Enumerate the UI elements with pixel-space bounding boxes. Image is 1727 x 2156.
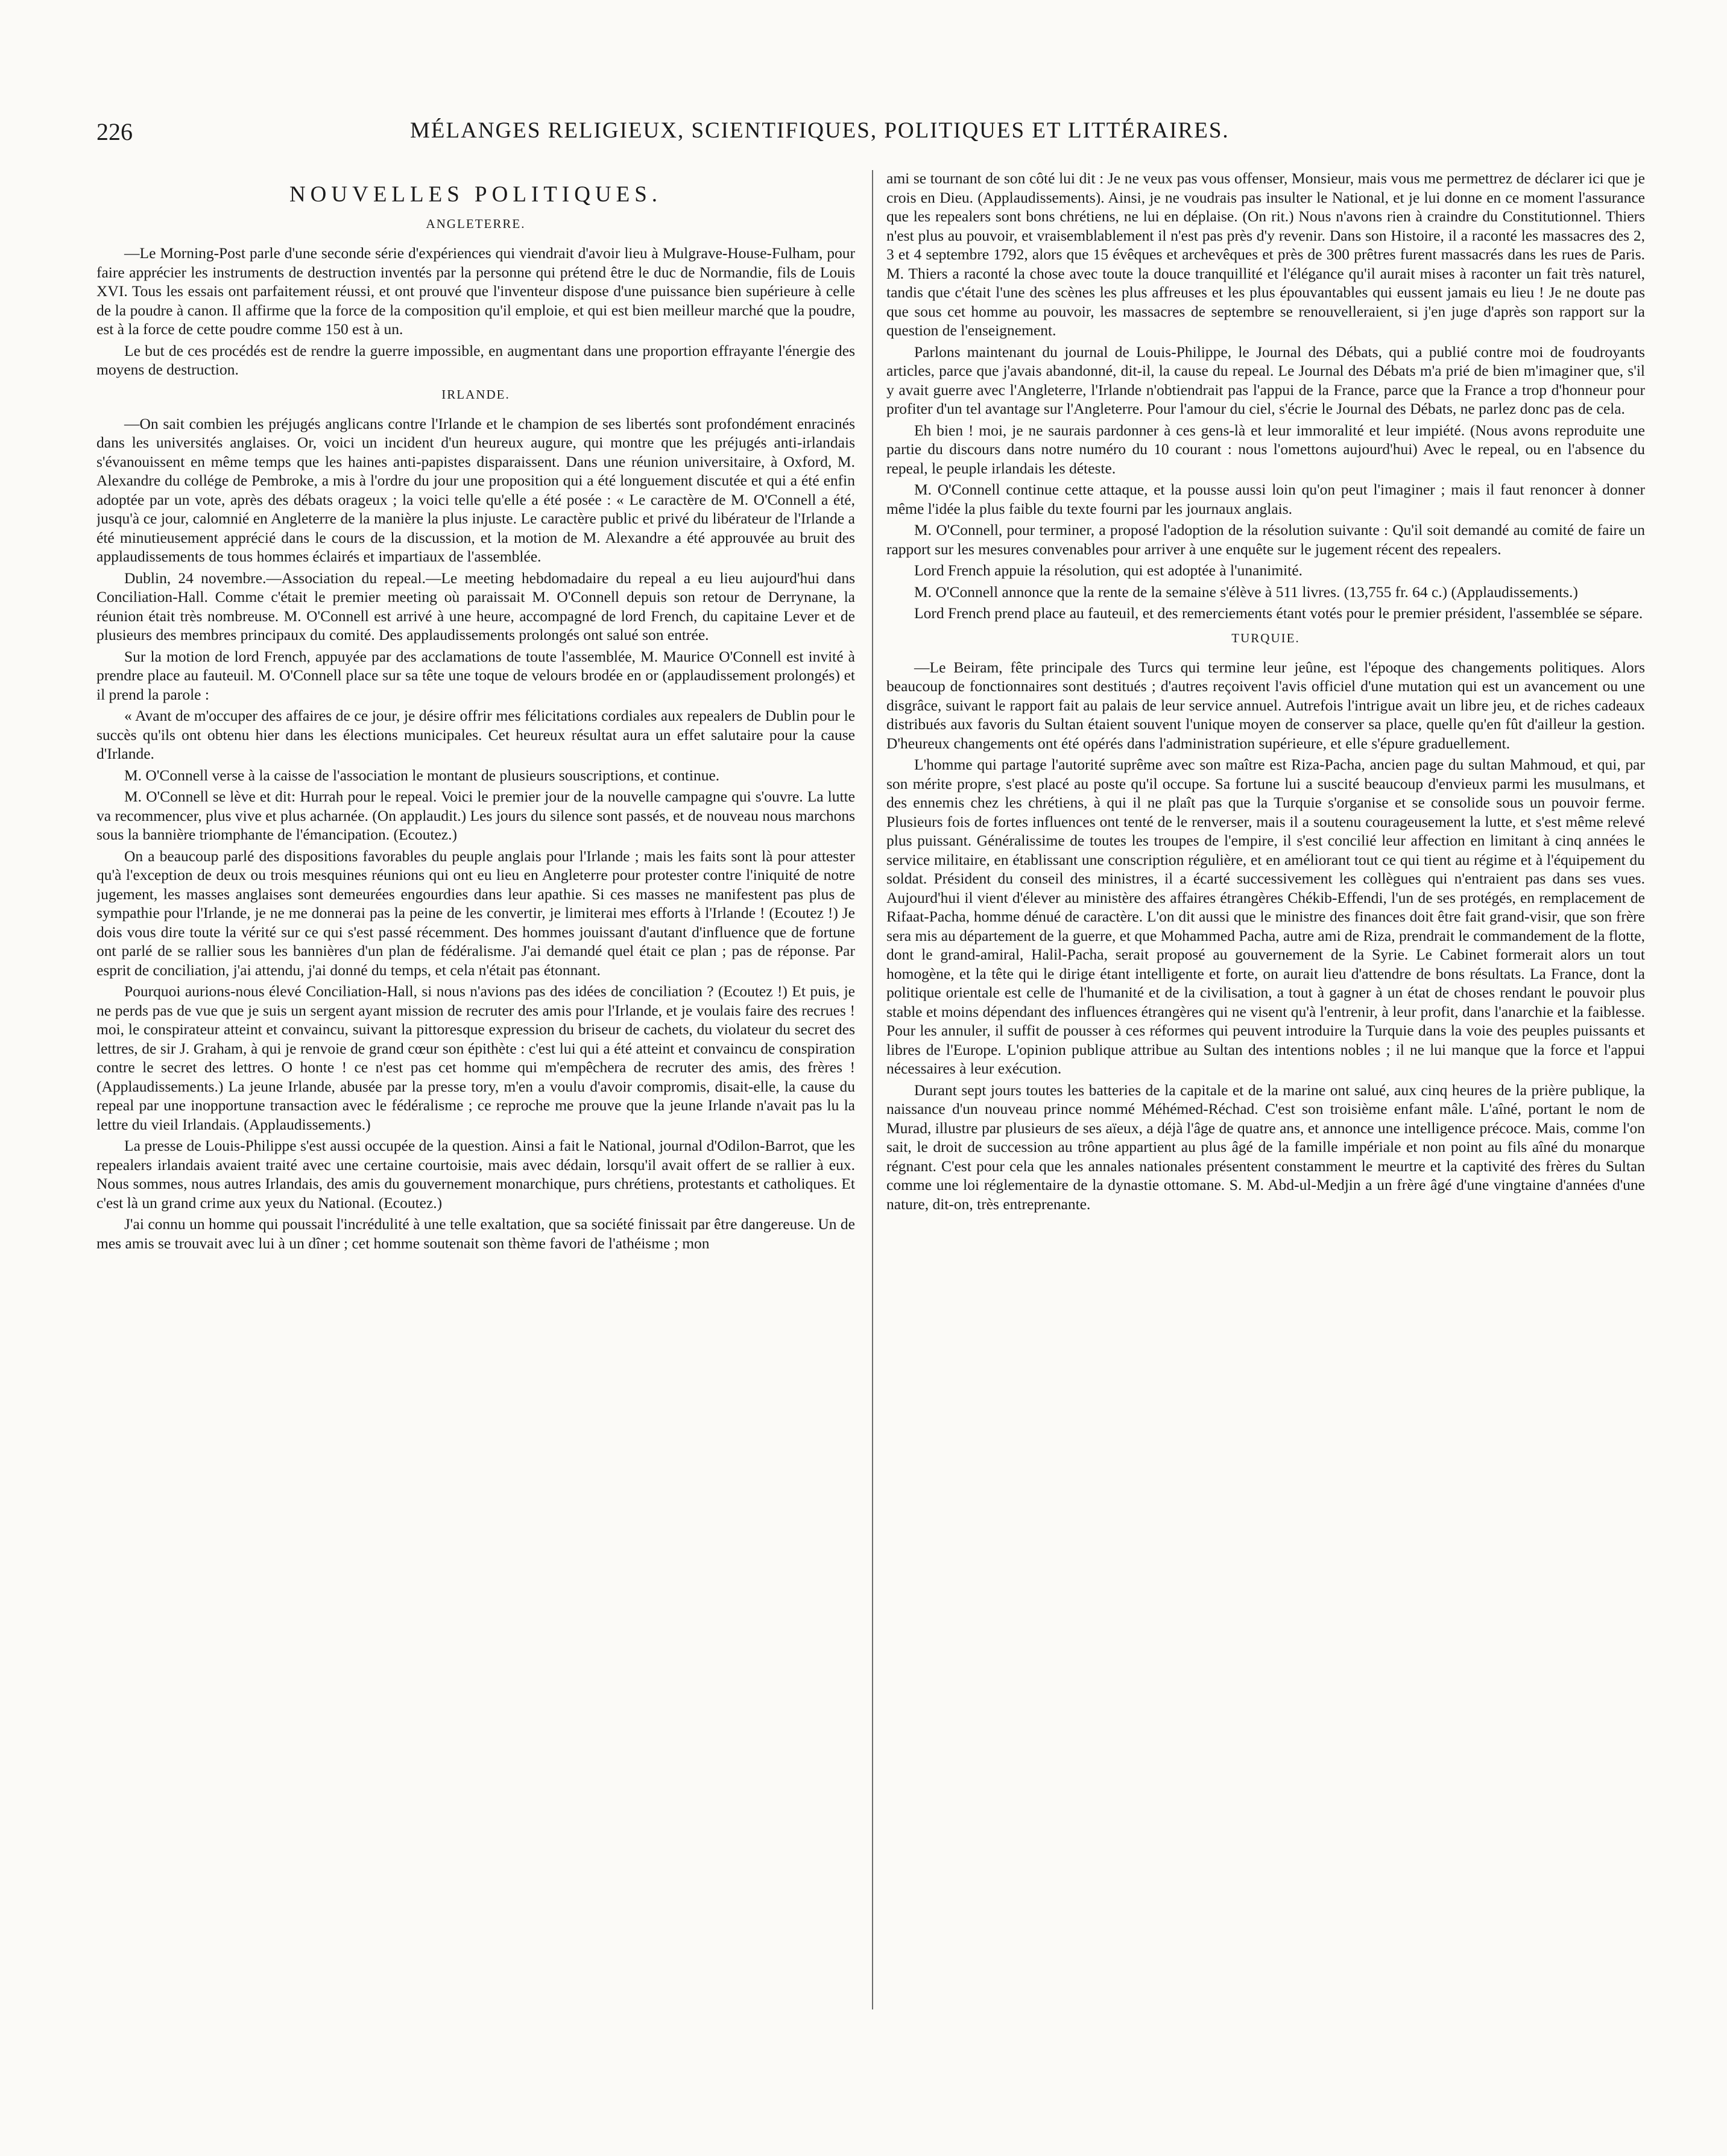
paragraph: Parlons maintenant du journal de Louis-Philippe, le Journal des Débats, qui a publié contre moi de foudroyants articles, parce que j'avais abandonné, dit-il, la cause du repeal. Le Journal des Débats m'a prié de bien m'imaginer que, s'il y avait guerre avec l'Angleterre, l'Irlande n'obtiendrait pas l'appui de la France, parce que la France a trop d'honneur pour profiter d'un tel avantage sur l'Angleterre. Pour l'amour du ciel, s'écrie le Journal des Débats, ne parlez donc pas de cela. — [886, 343, 1645, 417]
paragraph: Lord French appuie la résolution, qui est adoptée à l'unanimité. — [914, 561, 1303, 579]
paragraph: Eh bien ! moi, je ne saurais pardonner à ces gens-là et leur immoralité et leur impiété. (Nous avons reproduite une partie du discours dans notre numéro du 10 courant : nous l'omettons aujourd'hui) Avec le repeal, ou en l'absence du repeal, le peuple irlandais les déteste. — [886, 421, 1645, 477]
paragraph: La presse de Louis-Philippe s'est aussi occupée de la question. Ainsi a fait le National, journal d'Odilon-Barrot, que les repealers irlandais avaient traité avec une certaine courtoisie, mais avec dédain, lorsqu'il avait offert de se rallier à eux. Nous sommes, nous autres Irlandais, des amis du gouvernement monarchique, purs chrétiens, protestants et catholiques. Et c'est là un grand crime aux yeux du National. (Ecoutez.) — [96, 1137, 855, 1212]
paragraph: ami se tournant de son côté lui dit : Je ne veux pas vous offenser, Monsieur, mais vous me permettrez de déclarer ici que je crois en Dieu. (Applaudissements). Ainsi, je ne voudrais pas insulter le National, et je lui donne en ce moment l'assurance que les repealers sont bons chrétiens, ne lui en déplaise. (On rit.) Nous n'avons rien à craindre du Constitutionnel. Thiers n'est plus au pouvoir, et vraisemblablement il n'est pas près d'y revenir. Dans son Histoire, il a raconté les massacres des 2, 3 et 4 septembre 1792, alors que 15 évêques et archevêques et près de 300 prêtres furent massacrés dans les rues de Paris. M. Thiers a raconté la chose avec toute la douce tranquillité et l'élégance qu'il aurait mises à raconter un fait très naturel, tandis que c'était l'une des scènes les plus affreuses et les plus épouvantables qui eussent jamais eu lieu ! Je ne doute pas que sous cet homme au pouvoir, les massacres de septembre se renouvelleraient, si j'en juge d'après son rapport sur la question de l'enseignement. — [886, 169, 1645, 339]
paragraph: Durant sept jours toutes les batteries de la capitale et de la marine ont salué, aux cinq heures de la prière publique, la naissance d'un nouveau prince nommé Méhémed-Réchad. C'est son troisième enfant mâle. L'aîné, portant le nom de Murad, illustre par plusieurs de ses aïeux, a déjà l'âge de quatre ans, et annonce une intelligence précoce. Mais, comme l'on sait, le droit de succession au trône appartient au plus âgé de la famille impériale et non point au fils aîné du monarque régnant. C'est pour cela que les annales nationales présentent constamment le meurtre et la captivité des frères du Sultan comme une loi réglementaire de la dynastie ottomane. S. M. Abd-ul-Medjin a un frère âgé d'une vingtaine d'années d'une nature, dit-on, très entreprenante. — [886, 1081, 1645, 1213]
paragraph: « Avant de m'occuper des affaires de ce jour, je désire offrir mes félicitations cordiales aux repealers de Dublin pour le succès qu'ils ont obtenu hier dans les élections municipales. Cet heureux résultat aura un effet salutaire pour la cause d'Irlande. — [96, 707, 855, 762]
paragraph: —Le Morning-Post parle d'une seconde série d'expériences qui viendrait d'avoir lieu à Mulgrave-House-Fulham, pour faire apprécier les instruments de destruction inventés par la personne qui prétend être le duc de Normandie, fils de Louis XVI. Tous les essais ont parfaitement réussi, et ont prouvé que l'inventeur dispose d'une puissance bien supérieure à celle de la poudre à canon. Il affirme que la force de la composition qu'il emploie, et qui est bien meilleur marché que la poudre, est à la force de cette poudre comme 150 est à un. — [96, 244, 855, 338]
section-title: NOUVELLES POLITIQUES. — [289, 182, 663, 207]
column-divider — [872, 170, 873, 2009]
paragraph: On a beaucoup parlé des dispositions favorables du peuple anglais pour l'Irlande ; mais les faits sont là pour attester qu'à l'exception de deux ou trois mesquines réunions qui ont eu lieu en Angleterre pour protester contre l'iniquité de notre jugement, les masses anglaises sont demeurées engourdies dans leur apathie. Si ces masses ne manifestent pas plus de sympathie pour l'Irlande, je ne me donnerai pas la peine de les convertir, je limiterai mes efforts à l'Irlande ! (Ecoutez !) Je dois vous dire toute la vérité sur ce qui s'est passé récemment. Des hommes jouissant d'autant d'influence que de fortune ont parlé de se rallier sous les bannières d'un plan de fédéralisme. J'ai demandé quel était ce plan ; pas de réponse. Par esprit de conciliation, j'ai attendu, j'ai donné du temps, et cela n'était pas étonnant. — [96, 847, 855, 979]
paragraph: —On sait combien les préjugés anglicans contre l'Irlande et le champion de ses libertés sont profondément enracinés dans les universités anglaises. Or, voici un incident d'un heureux augure, qui montre que les préjugés anti-irlandais s'évanouissent en même temps que les haines anti-papistes disparaissent. Dans une réunion universitaire, à Oxford, M. Alexandre du collége de Pembroke, a mis à l'ordre du jour une proposition qui a été longuement discutée et qui a été enfin adoptée par un vote, après des débats orageux ; la voici telle qu'elle a été posée : « Le caractère de M. O'Connell a été, jusqu'à ce jour, calomnié en Angleterre de la manière la plus injuste. Le caractère public et privé du libérateur de l'Irlande a été minutieusement apprécié dans le cours de la discussion, et la motion de M. Alexandre a été approuvée au bruit des applaudissements de tous hommes éclairés et impartiaux de l'assemblée. — [96, 414, 855, 565]
subsection-title-irlande: IRLANDE. — [441, 387, 510, 402]
paragraph: —Le Beiram, fête principale des Turcs qui termine leur jeûne, est l'époque des changements politiques. Alors beaucoup de fonctionnaires sont destitués ; d'autres reçoivent l'avis officiel d'une mutation qui est un avancement ou une disgrâce, suivant le rapport fait au palais de leur service annuel. Autrefois l'intrigue avait un libre jeu, et de riches cadeaux distribués aux favoris du Sultan étaient souvent l'unique moyen de conserver sa place, quelle qu'en fût d'ailleur la gestion. D'heureux changements ont été opérés dans l'administration supérieure, et elle s'épure graduellement. — [886, 658, 1645, 752]
running-title: MÉLANGES RELIGIEUX, SCIENTIFIQUES, POLITIQUES ET LITTÉRAIRES. — [410, 118, 1230, 143]
paragraph: Dublin, 24 novembre.—Association du repeal.—Le meeting hebdomadaire du repeal a eu lieu aujourd'hui dans Conciliation-Hall. Comme c'était le premier meeting où paraissait M. O'Connell depuis son retour de Derrynane, la réunion était très nombreuse. M. O'Connell est arrivé à une heure, accompagné de lord French, du capitaine Lever et de plusieurs des membres principaux du comité. Des applaudissements prolongés ont salué son entrée. — [96, 569, 855, 643]
paragraph: Sur la motion de lord French, appuyée par des acclamations de toute l'assemblée, M. Maurice O'Connell est invité à prendre place au fauteuil. M. O'Connell place sur sa tête une toque de velours brodée en or (applaudissement prolongés) et il prend la parole : — [96, 647, 855, 703]
subsection-title-turquie: TURQUIE. — [1231, 630, 1300, 645]
subsection-title-angleterre: ANGLETERRE. — [426, 217, 526, 231]
paragraph: J'ai connu un homme qui poussait l'incrédulité à une telle exaltation, que sa société finissait par être dangereuse. Un de mes amis se trouvait avec lui à un dîner ; cet homme soutenait son thème favori de l'athéisme ; mon — [96, 1215, 855, 1252]
paragraph: M. O'Connell, pour terminer, a proposé l'adoption de la résolution suivante : Qu'il soit demandé au comité de faire un rapport sur les mesures convenables pour arriver à une enquête sur le jugement récent des repealers. — [886, 521, 1645, 558]
paragraph: M. O'Connell continue cette attaque, et la pousse aussi loin qu'on peut l'imaginer ; mais il faut renoncer à donner même l'idée la plus faible du texte fourni par les journaux anglais. — [886, 481, 1645, 517]
paragraph: Le but de ces procédés est de rendre la guerre impossible, en augmentant dans une proportion effrayante l'énergie des moyens de destruction. — [96, 341, 855, 378]
right-column — [886, 169, 1645, 2063]
paragraph: M. O'Connell annonce que la rente de la semaine s'élève à 511 livres. (13,755 fr. 64 c.) (Applaudissements.) — [914, 583, 1578, 601]
page-number: 226 — [96, 118, 133, 145]
paragraph: L'homme qui partage l'autorité suprême avec son maître est Riza-Pacha, ancien page du sultan Mahmoud, et qui, par son mérite propre, s'est placé au poste qu'il occupe. Sa fortune lui a suscité beaucoup d'envieux parmi les musulmans, et des ennemis chez les chrétiens, à qui il ne plaît pas que la Turquie s'organise et se consolide sous un pouvoir ferme. Plusieurs fois de fortes influences ont tenté de le renverser, mais il a soutenu courageusement la lutte, et s'est même relevé plus puissant. Généralissime de toutes les troupes de l'empire, il s'est concilié leur affection en limitant à cinq années le service militaire, en établissant une conscription régulière, et en améliorant tout ce qui tient au régime et à l'équipement du soldat. Président du conseil des ministres, il a écarté successivement les collègues qui n'entraient pas dans ses vues. Aujourd'hui il vient d'élever au ministère des affaires étrangères Chékib-Effendi, l'un de ses protégés, en remplacement de Rifaat-Pacha, homme dénué de caractère. L'on dit aussi que le ministre des finances doit être fait grand-visir, que son frère sera mis au département de la guerre, et que Mohammed Pacha, autre ami de Riza, prendrait le commandement de la flotte, dont le grand-amiral, Halil-Pacha, serait proposé au gouvernement de la Syrie. Le Cabinet formerait alors un tout homogène, et la tête qui le dirige étant intelligente et forte, on aurait lieu d'attendre de bons résultats. La France, dont la politique orientale est celle de l'humanité et de la civilisation, a tout à gagner à un état de choses rendant le pouvoir plus stable et moins dépendant des influences étrangères qui ne visent qu'à l'entrenir, à leur profit, dans l'anarchie et la faiblesse. Pour les annuler, il suffit de pousser à ces réformes qui peuvent introduire la Turquie dans la voie des peuples puissants et libres de l'Europe. L'opinion publique attribue au Sultan des intentions nobles ; il ne lui manque que la force et l'appui nécessaires à leur exécution. — [886, 756, 1645, 1077]
paragraph: M. O'Connell se lève et dit: Hurrah pour le repeal. Voici le premier jour de la nouvelle campagne qui s'ouvre. La lutte va recommencer, plus vive et plus acharnée. (On applaudit.) Les jours du silence sont passés, et de nouveau nous marchons sous la bannière triomphante de l'émancipation. (Ecoutez.) — [96, 788, 855, 843]
paragraph: Pourquoi aurions-nous élevé Conciliation-Hall, si nous n'avions pas des idées de conciliation ? (Ecoutez !) Et puis, je ne perds pas de vue que je suis un sergent ayant mission de recruter des amis pour l'Irlande, et je voulais faire des recrues ! moi, le conspirateur atteint et convaincu, suivant la pittoresque expression du briseur de cachets, du violateur du secret des lettres, de sir J. Graham, à qui je renvoie de grand cœur son épithète : c'est lui qui a été atteint et convaincu de conspiration contre le secret des lettres. O honte ! ce n'est pas cet homme qui m'empêchera de recruter des amis, des frères ! (Applaudissements.) La jeune Irlande, abusée par la presse tory, m'en a voulu d'avoir compromis, disait-elle, la cause du repeal par une inopportune transaction avec le fédéralisme ; ce reproche me prouve que la jeune Irlande n'avait pas lu la lettre du vieil Irlandais. (Applaudissements.) — [96, 982, 855, 1133]
page-header — [96, 118, 1628, 160]
paragraph: M. O'Connell verse à la caisse de l'association le montant de plusieurs souscriptions, et continue. — [124, 766, 720, 784]
paragraph: Lord French prend place au fauteuil, et des remerciements étant votés pour le premier président, l'assemblée se sépare. — [914, 604, 1643, 622]
left-column — [96, 169, 855, 2063]
